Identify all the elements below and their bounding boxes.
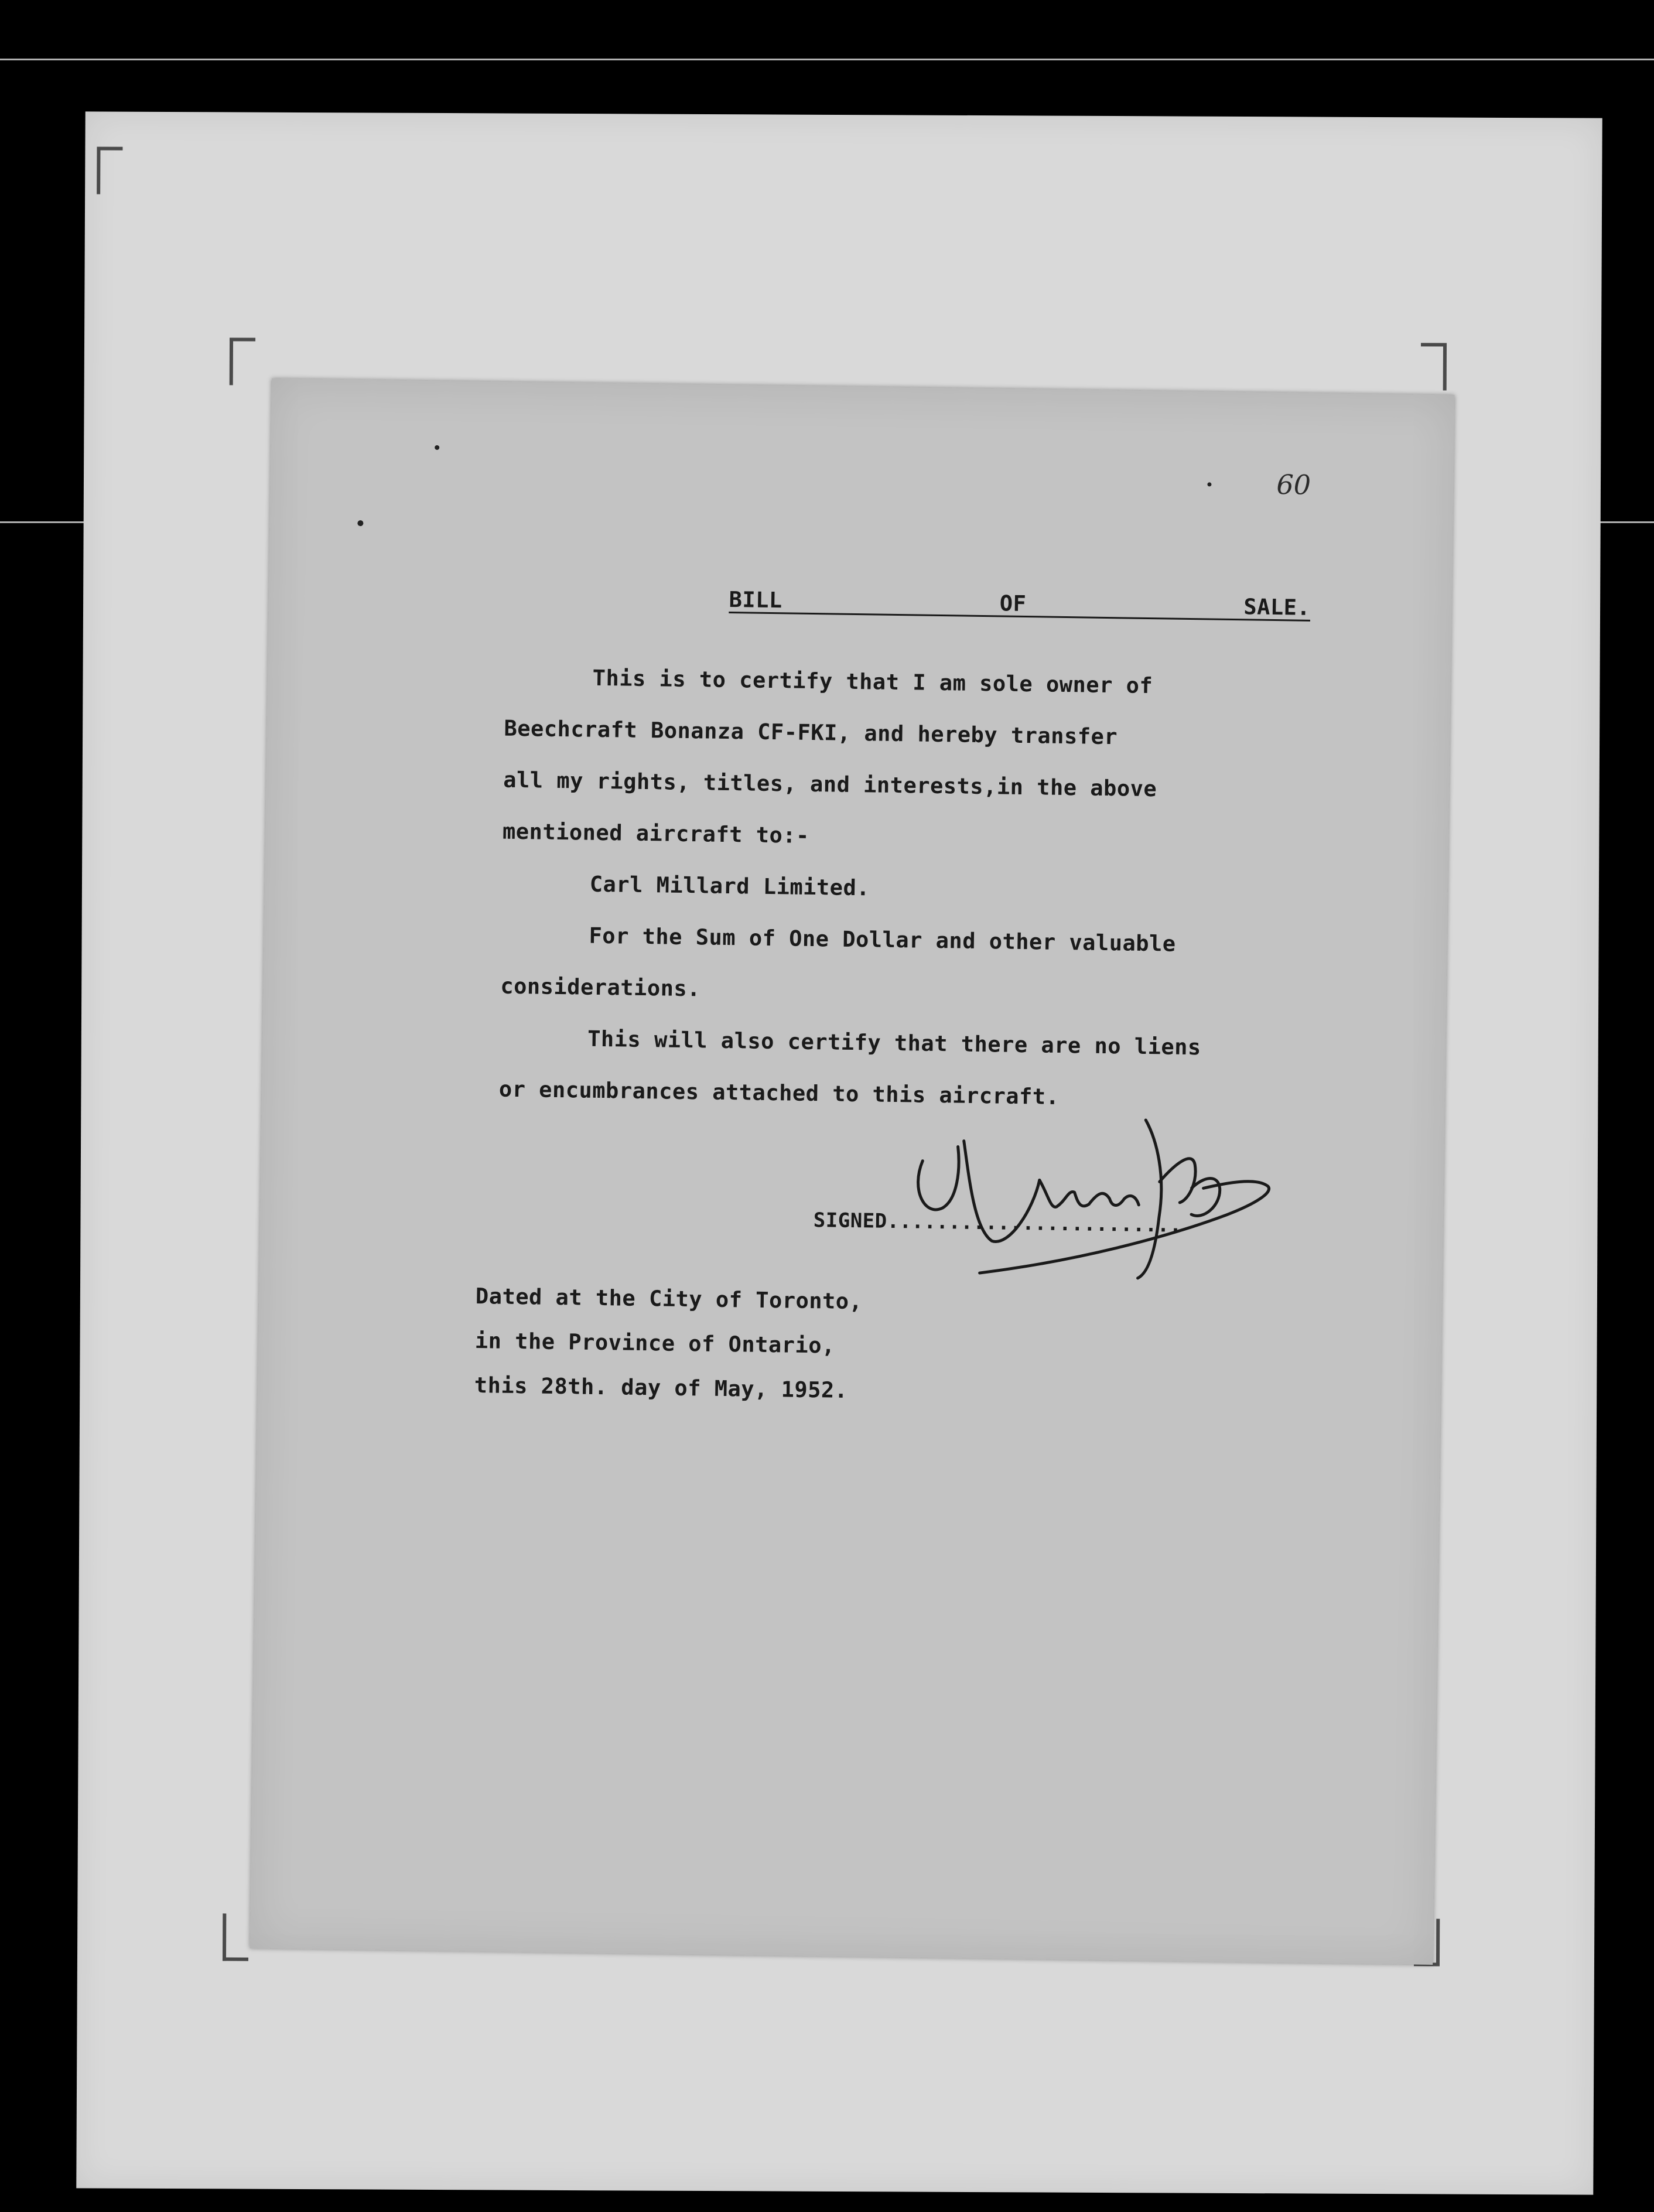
body-line-1: This is to certify that I am sole owner of bbox=[592, 665, 1153, 699]
registration-mark-upper-right bbox=[1421, 343, 1447, 390]
ink-speck bbox=[357, 520, 363, 526]
document-title: BILL OF SALE. bbox=[729, 586, 1311, 620]
body-line-5: Carl Millard Limited. bbox=[589, 871, 870, 901]
bill-of-sale-sheet bbox=[250, 378, 1454, 1965]
body-line-8: This will also certify that there are no liens bbox=[587, 1026, 1202, 1060]
body-line-7: considerations. bbox=[500, 973, 701, 1002]
handwritten-signature bbox=[897, 1090, 1275, 1289]
date-line-1: Dated at the City of Toronto, bbox=[475, 1283, 863, 1315]
date-line-2: in the Province of Ontario, bbox=[474, 1328, 836, 1358]
ink-speck bbox=[435, 445, 439, 450]
crop-mark-top-left bbox=[97, 146, 122, 194]
body-line-2: Beechcraft Bonanza CF-FKI, and hereby transfer bbox=[504, 715, 1118, 750]
body-line-6: For the Sum of One Dollar and other valuable bbox=[589, 923, 1176, 957]
body-line-3: all my rights, titles, and interests,in the above bbox=[503, 767, 1157, 802]
ink-speck bbox=[1207, 482, 1211, 486]
scan-line-top bbox=[0, 59, 1654, 60]
signed-label: SIGNED........................ bbox=[813, 1209, 1183, 1237]
registration-mark-upper-left bbox=[230, 337, 255, 385]
body-line-4: mentioned aircraft to:- bbox=[502, 818, 810, 848]
page-number-handwritten: 60 bbox=[1276, 469, 1311, 501]
registration-mark-lower-left bbox=[223, 1913, 248, 1961]
body-line-9: or encumbrances attached to this aircraft. bbox=[498, 1076, 1060, 1110]
date-line-3: this 28th. day of May, 1952. bbox=[474, 1373, 848, 1403]
